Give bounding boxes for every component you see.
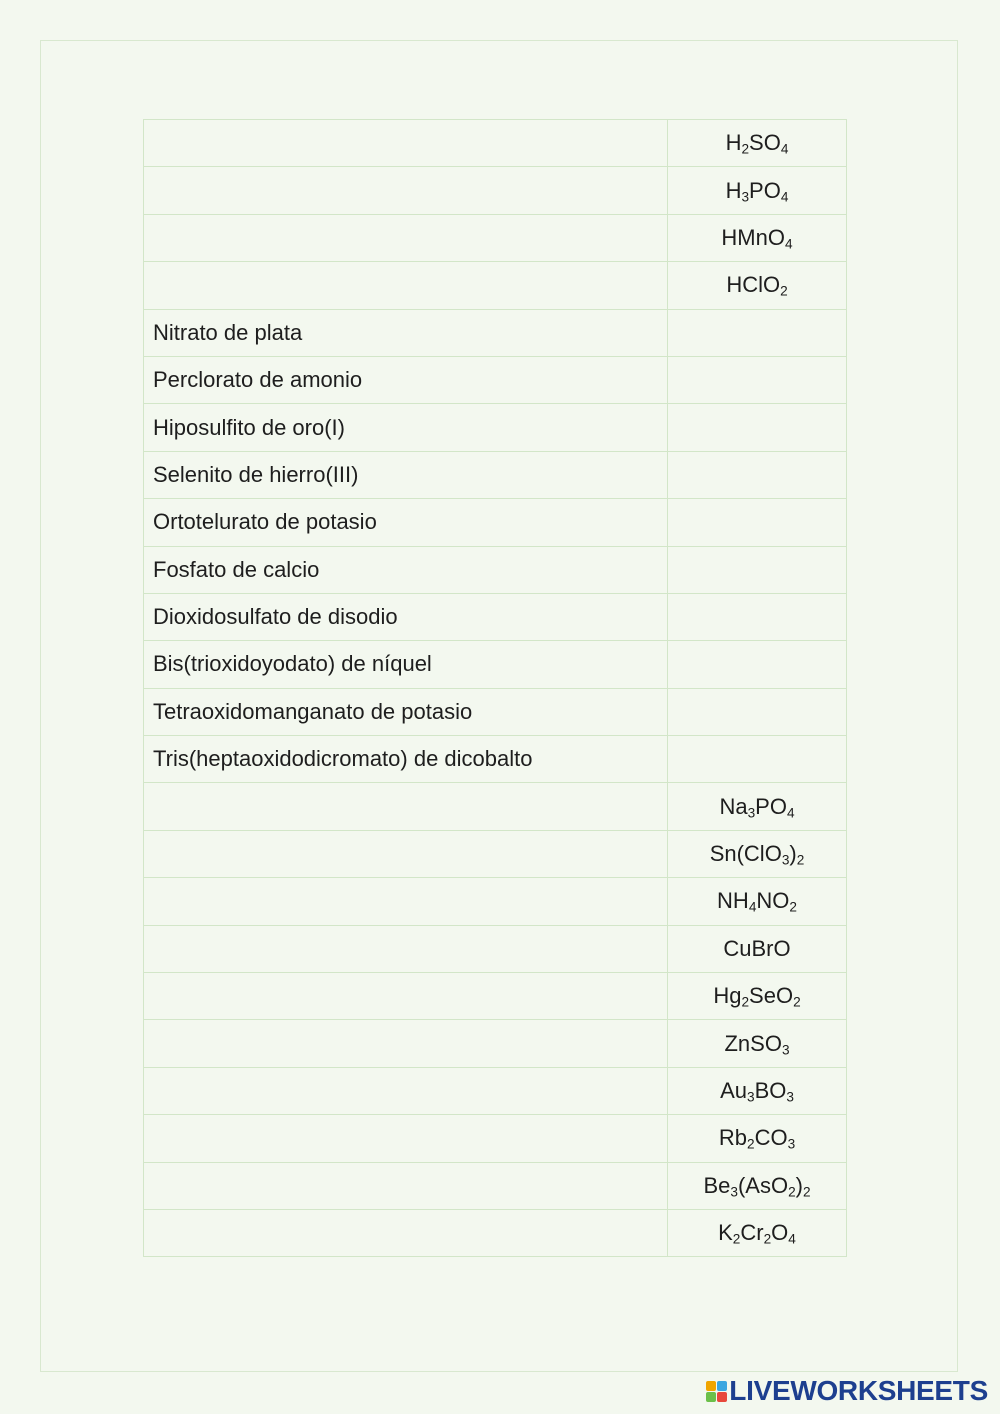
table-row: [144, 404, 847, 451]
formula-cell: $Hg_2SeO_2$: [668, 973, 847, 1020]
table-row: [144, 120, 847, 167]
subscript: 4: [780, 188, 789, 204]
answer-name-cell[interactable]: [144, 830, 668, 877]
table-row: [144, 499, 847, 546]
subscript: 2: [741, 141, 750, 157]
answer-formula-cell[interactable]: [668, 404, 847, 451]
subscript: 4: [788, 1231, 796, 1247]
table-row: [144, 214, 847, 261]
subscript: 3: [730, 1184, 738, 1200]
formula-cell: $K_2Cr_2O_4$: [668, 1209, 847, 1256]
table-row: [144, 546, 847, 593]
subscript: 3: [787, 1136, 796, 1152]
compound-name-cell: Hiposulfito de oro(I): [144, 404, 668, 451]
subscript: 2: [780, 283, 788, 299]
formulation-table: [143, 119, 847, 1257]
table-row: [144, 309, 847, 356]
formula-cell: HMnO$_4$: [668, 214, 847, 261]
answer-name-cell[interactable]: [144, 167, 668, 214]
answer-name-cell[interactable]: [144, 120, 668, 167]
table-row: [144, 925, 847, 972]
table-row: [144, 451, 847, 498]
answer-formula-cell[interactable]: [668, 736, 847, 783]
formula-cell: CuBrO: [668, 925, 847, 972]
answer-formula-cell[interactable]: [668, 641, 847, 688]
compound-name-cell: Ortotelurato de potasio: [144, 499, 668, 546]
table-row: [144, 641, 847, 688]
liveworksheets-logo-icon: [705, 1380, 727, 1402]
compound-name-cell: Nitrato de plata: [144, 309, 668, 356]
table-row: [144, 783, 847, 830]
logo-square: [717, 1381, 727, 1391]
table-row: [144, 1162, 847, 1209]
compound-name-cell: Dioxidosulfato de disodio: [144, 593, 668, 640]
subscript: 2: [788, 1184, 796, 1200]
table-row: [144, 973, 847, 1020]
table-row: [144, 1115, 847, 1162]
formula-cell: $H_3PO_4$: [668, 167, 847, 214]
formula-cell: $Au_3BO_3$: [668, 1067, 847, 1114]
answer-name-cell[interactable]: [144, 973, 668, 1020]
answer-formula-cell[interactable]: [668, 309, 847, 356]
formula-cell: ZnSO$_3$: [668, 1020, 847, 1067]
table-row: [144, 736, 847, 783]
answer-formula-cell[interactable]: [668, 688, 847, 735]
table-row: [144, 356, 847, 403]
subscript: 4: [786, 805, 795, 821]
subscript: 4: [784, 236, 793, 252]
table-row: [144, 167, 847, 214]
formula-cell: $Na_3PO_4$: [668, 783, 847, 830]
logo-square: [706, 1381, 716, 1391]
answer-name-cell[interactable]: [144, 783, 668, 830]
subscript: 3: [741, 188, 750, 204]
subscript: 4: [748, 899, 757, 915]
compound-name-cell: Tris(heptaoxidodicromato) de dicobalto: [144, 736, 668, 783]
formula-cell: $Be_3(AsO_2)_2$: [668, 1162, 847, 1209]
formula-cell: HClO$_2$: [668, 262, 847, 309]
logo-square: [706, 1392, 716, 1402]
answer-formula-cell[interactable]: [668, 593, 847, 640]
formula-cell: $NH_4NO_2$: [668, 878, 847, 925]
table-row: [144, 262, 847, 309]
table-row: [144, 1020, 847, 1067]
formula-cell: $H_2SO_4$: [668, 120, 847, 167]
answer-formula-cell[interactable]: [668, 356, 847, 403]
subscript: 2: [796, 852, 805, 868]
liveworksheets-logo[interactable]: [705, 1374, 988, 1408]
subscript: 2: [793, 994, 801, 1010]
table-row: [144, 688, 847, 735]
answer-formula-cell[interactable]: [668, 499, 847, 546]
answer-name-cell[interactable]: [144, 925, 668, 972]
answer-name-cell[interactable]: [144, 214, 668, 261]
subscript: 4: [780, 141, 789, 157]
compound-name-cell: Selenito de hierro(III): [144, 451, 668, 498]
subscript: 3: [786, 1089, 794, 1105]
subscript: 2: [802, 1184, 811, 1200]
answer-name-cell[interactable]: [144, 1209, 668, 1256]
answer-name-cell[interactable]: [144, 1020, 668, 1067]
subscript: 2: [763, 1231, 772, 1247]
table-row: [144, 878, 847, 925]
answer-name-cell[interactable]: [144, 262, 668, 309]
table-row: [144, 593, 847, 640]
table-row: [144, 1209, 847, 1256]
table-row: [144, 830, 847, 877]
answer-formula-cell[interactable]: [668, 546, 847, 593]
subscript: 3: [747, 805, 756, 821]
subscript: 2: [789, 899, 797, 915]
logo-text: LIVEWORKSHEETS: [729, 1375, 988, 1406]
answer-name-cell[interactable]: [144, 1067, 668, 1114]
compound-name-cell: Perclorato de amonio: [144, 356, 668, 403]
compound-name-cell: Tetraoxidomanganato de potasio: [144, 688, 668, 735]
subscript: 2: [732, 1231, 741, 1247]
answer-formula-cell[interactable]: [668, 451, 847, 498]
table-body: [144, 120, 847, 1257]
compound-name-cell: Bis(trioxidoyodato) de níquel: [144, 641, 668, 688]
formula-cell: $Rb_2CO_3$: [668, 1115, 847, 1162]
subscript: 3: [746, 1089, 755, 1105]
answer-name-cell[interactable]: [144, 1162, 668, 1209]
answer-name-cell[interactable]: [144, 878, 668, 925]
subscript: 3: [781, 1042, 790, 1058]
subscript: 2: [741, 994, 750, 1010]
answer-name-cell[interactable]: [144, 1115, 668, 1162]
compound-name-cell: Fosfato de calcio: [144, 546, 668, 593]
logo-square: [717, 1392, 727, 1402]
formula-cell: $Sn(ClO_3)_2$: [668, 830, 847, 877]
subscript: 2: [746, 1136, 755, 1152]
table-row: [144, 1067, 847, 1114]
subscript: 3: [781, 852, 790, 868]
